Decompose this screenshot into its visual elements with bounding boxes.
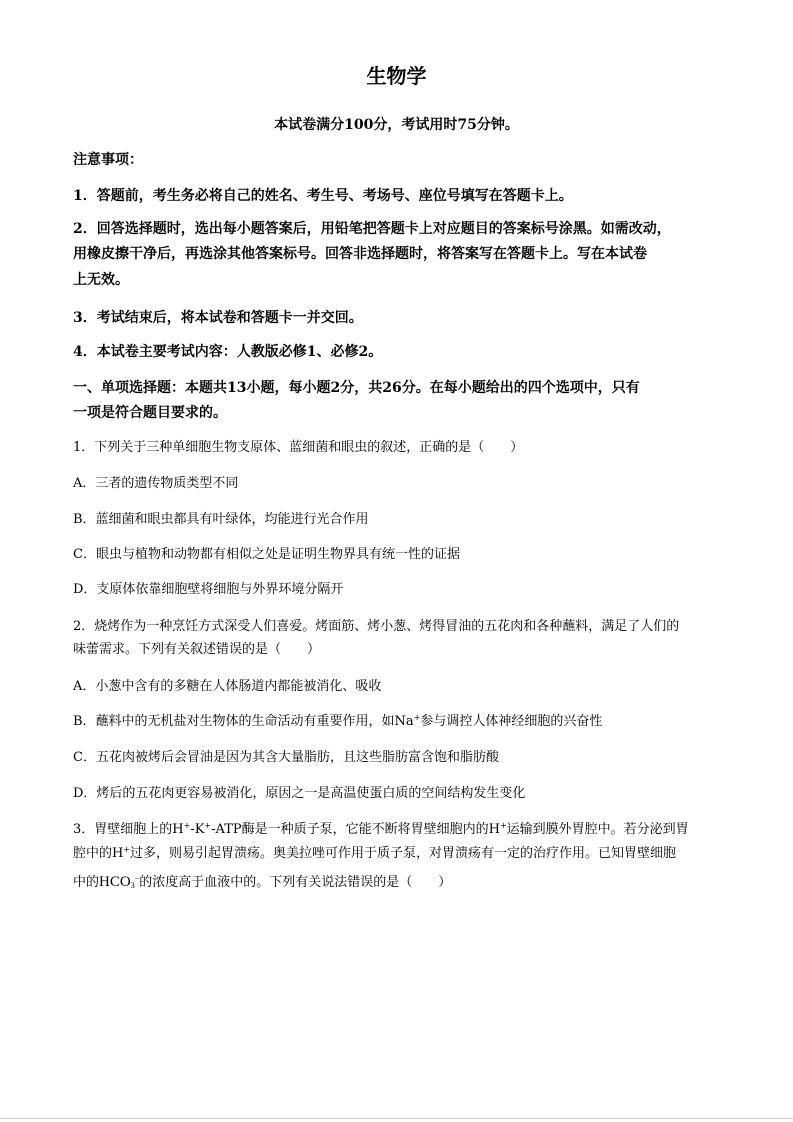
option-d: D．支原体依靠细胞壁将细胞与外界环境分隔开 [73, 582, 344, 597]
option-a: A．三者的遗传物质类型不同 [73, 476, 239, 491]
option-c: C．五花肉被烤后会冒油是因为其含大量脂肪，且这些脂肪富含饱和脂肪酸 [73, 750, 499, 765]
exam-info: 本试卷满分100分，考试用时75分钟。 [274, 117, 519, 133]
notice-item-3: 3．考试结束后，将本试卷和答题卡一并交回。 [73, 310, 363, 326]
option-b: B．蓝细菌和眼虫都具有叶绿体，均能进行光合作用 [73, 512, 369, 527]
option-a: A．小葱中含有的多糖在人体肠道内都能被消化、吸收 [73, 679, 382, 694]
option-d: D．烤后的五花肉更容易被消化，原因之一是高温使蛋白质的空间结构发生变化 [73, 786, 526, 801]
notice-heading: 注意事项： [73, 152, 143, 168]
page-title: 生物学 [366, 64, 427, 88]
notice-item-1: 1．答题前，考生务必将自己的姓名、考生号、考场号、座位号填写在答题卡上。 [73, 188, 573, 204]
bicarbonate-formula: $HCO_3^-$ [99, 874, 140, 890]
question-stem: 1．下列关于三种单细胞生物支原体、蓝细菌和眼虫的叙述，正确的是（ ） [73, 440, 524, 455]
option-b: B．蘸料中的无机盐对生物体的生命活动有重要作用，如Na+参与调控人体神经细胞的兴奋性 [73, 713, 603, 729]
option-c: C．眼虫与植物和动物都有相似之处是证明生物界具有统一性的证据 [73, 547, 460, 562]
notice-item-4: 4．本试卷主要考试内容：人教版必修1、必修2。 [73, 344, 383, 360]
footer-rule [0, 1118, 793, 1119]
